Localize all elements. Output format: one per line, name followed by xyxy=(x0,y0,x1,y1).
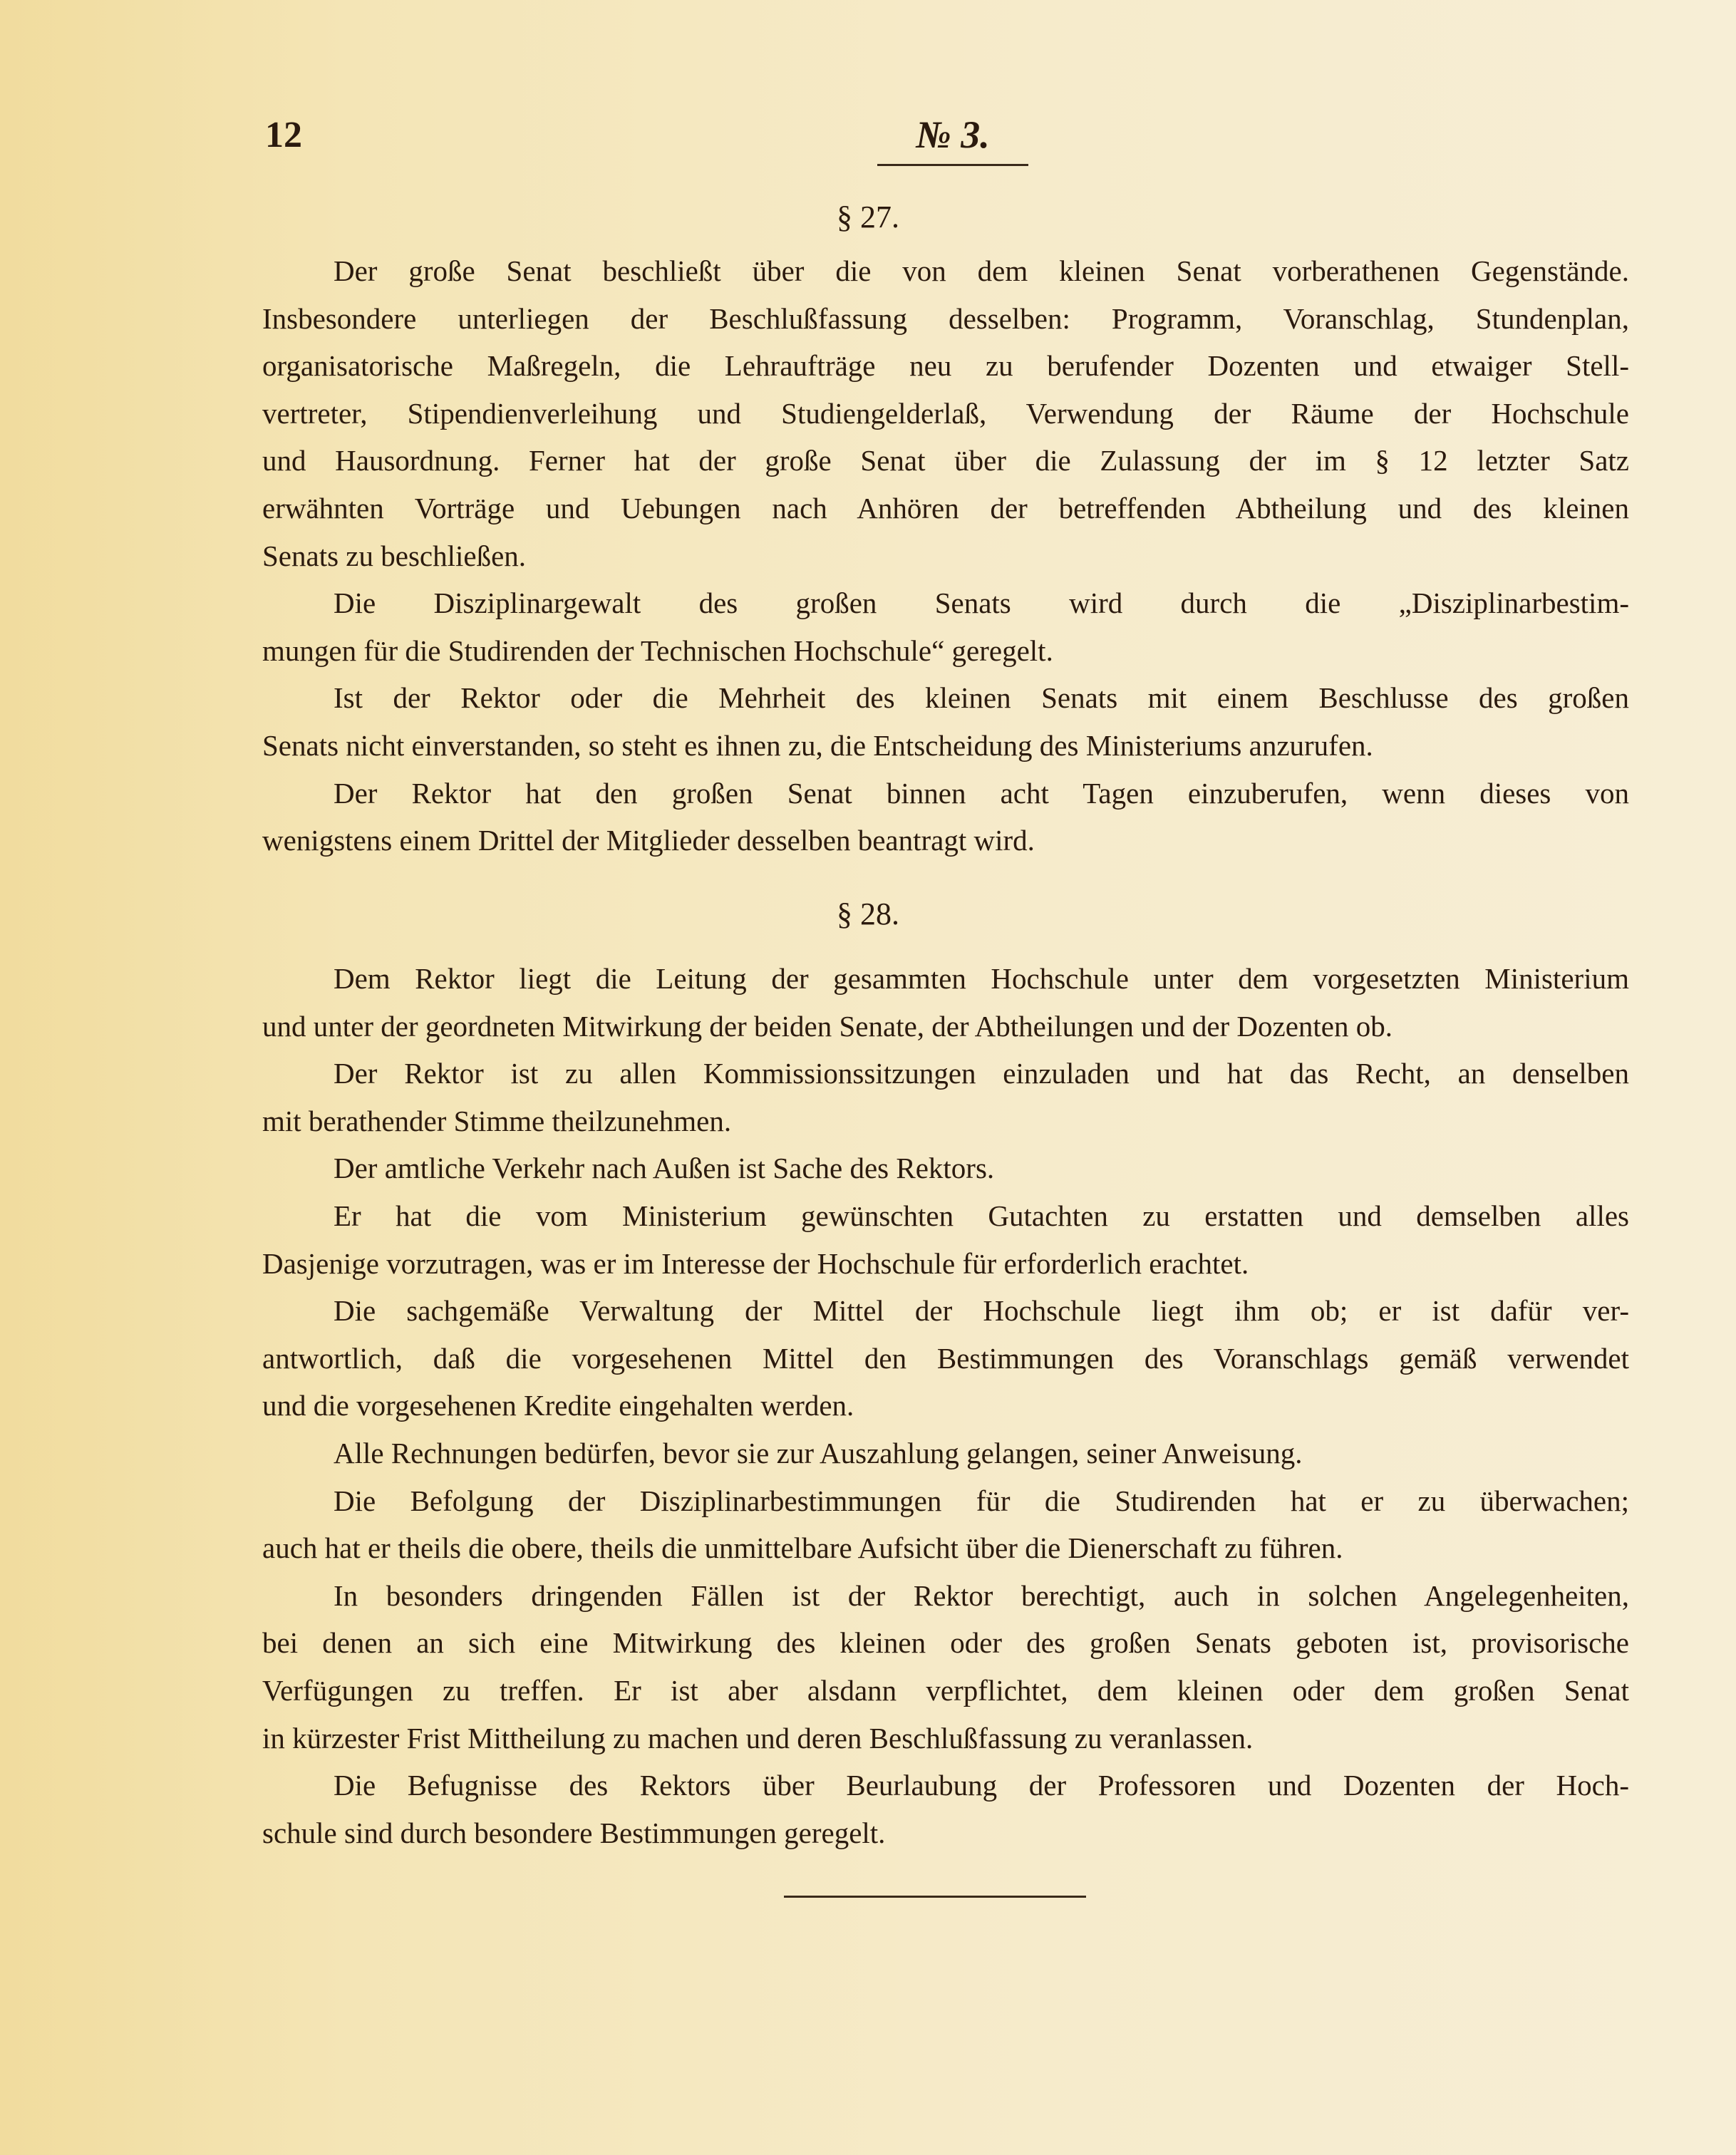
issue-number: № 3. xyxy=(916,113,990,156)
text-line: Die Befolgung der Disziplinarbestimmungen für die Studirenden hat er zu überwachen; xyxy=(334,1484,1629,1517)
paragraph xyxy=(262,1287,1629,1430)
text-line: erwähnten Vorträge und Uebungen nach Anhören der betreffenden Abtheilung und des kleinen xyxy=(262,491,1629,524)
text-line: Der große Senat beschließt über die von dem kleinen Senat vorberathenen Gegenstände. xyxy=(334,254,1629,287)
text-line: Verfügungen zu treffen. Er ist aber alsdann verpflichtet, dem kleinen oder dem großen Senat xyxy=(262,1673,1629,1707)
text-line: mit berathender Stimme theilzunehmen. xyxy=(262,1104,732,1137)
text-line: in kürzester Frist Mittheilung zu machen und deren Beschlußfassung zu veranlassen. xyxy=(262,1721,1254,1755)
text-line: organisatorische Maßregeln, die Lehraufträge neu zu berufender Dozenten und etwaiger Stell- xyxy=(262,349,1629,383)
page-number: 12 xyxy=(265,115,302,155)
paragraph xyxy=(262,579,1629,674)
paragraph xyxy=(262,1762,1629,1856)
text-line: Dasjenige vorzutragen, was er im Interesse der Hochschule für erforderlich erachtet. xyxy=(262,1246,1249,1280)
section-heading-27: § 27. xyxy=(837,200,899,234)
paragraph xyxy=(262,1192,1629,1287)
paragraph xyxy=(262,674,1629,769)
text-line: Der amtliche Verkehr nach Außen ist Sache des Rektors. xyxy=(334,1152,995,1185)
paragraph xyxy=(262,955,1629,1050)
text-line: schule sind durch besondere Bestimmungen geregelt. xyxy=(262,1816,886,1849)
end-rule xyxy=(784,1896,1086,1898)
text-line: Er hat die vom Ministerium gewünschten Gutachten zu erstatten und demselben alles xyxy=(334,1199,1629,1232)
text-line: wenigstens einem Drittel der Mitglieder desselben beantragt wird. xyxy=(262,824,1035,857)
text-line: Alle Rechnungen bedürfen, bevor sie zur Auszahlung gelangen, seiner Anweisung. xyxy=(334,1436,1303,1469)
text-line: Senats zu beschließen. xyxy=(262,539,527,572)
text-line: auch hat er theils die obere, theils die unmittelbare Aufsicht über die Dienerschaft zu führen. xyxy=(262,1531,1343,1565)
text-line: bei denen an sich eine Mitwirkung des kleinen oder des großen Senats geboten ist, provisorische xyxy=(262,1626,1629,1660)
text-line: Die Befugnisse des Rektors über Beurlaubung der Professoren und Dozenten der Hoch- xyxy=(334,1769,1629,1802)
paragraph xyxy=(262,770,1629,864)
text-line: antwortlich, daß die vorgesehenen Mittel den Bestimmungen des Voranschlags gemäß verwendet xyxy=(262,1341,1629,1375)
text-line: Ist der Rektor oder die Mehrheit des kleinen Senats mit einem Beschlusse des großen xyxy=(334,681,1629,715)
text-line: mungen für die Studirenden der Technischen Hochschule“ geregelt. xyxy=(262,634,1053,667)
text-line: Die sachgemäße Verwaltung der Mittel der Hochschule liegt ihm ob; er ist dafür ver- xyxy=(334,1294,1629,1328)
text-line: und die vorgesehenen Kredite eingehalten werden. xyxy=(262,1389,854,1422)
text-line: und unter der geordneten Mitwirkung der beiden Senate, der Abtheilungen und der Dozenten ob. xyxy=(262,1009,1393,1043)
paragraph xyxy=(262,1144,1629,1192)
text-line: Der Rektor hat den großen Senat binnen acht Tagen einzuberufen, wenn dieses von xyxy=(334,776,1629,810)
text-line: Der Rektor ist zu allen Kommissionssitzungen einzuladen und hat das Recht, an denselben xyxy=(334,1057,1629,1090)
text-line: In besonders dringenden Fällen ist der Rektor berechtigt, auch in solchen Angelegenheiten, xyxy=(334,1578,1629,1612)
text-line: und Hausordnung. Ferner hat der große Senat über die Zulassung der im § 12 letzter Satz xyxy=(262,444,1629,477)
paragraph xyxy=(262,1050,1629,1144)
header-rule xyxy=(877,164,1028,166)
paragraph xyxy=(262,1572,1629,1762)
section-heading-28: § 28. xyxy=(837,896,899,931)
text-line: Senats nicht einverstanden, so steht es ihnen zu, die Entscheidung des Ministeriums anzurufen. xyxy=(262,728,1373,762)
paragraph xyxy=(262,247,1629,579)
section-27-body xyxy=(262,247,1629,864)
text-line: Insbesondere unterliegen der Beschlußfassung desselben: Programm, Voranschlag, Stundenplan, xyxy=(262,301,1629,335)
section-28-body xyxy=(262,955,1629,1856)
text-line: vertreter, Stipendienverleihung und Studiengelderlaß, Verwendung der Räume der Hochschule xyxy=(262,396,1629,430)
paragraph xyxy=(262,1430,1629,1477)
paragraph xyxy=(262,1477,1629,1572)
text-line: Dem Rektor liegt die Leitung der gesammten Hochschule unter dem vorgesetzten Ministerium xyxy=(334,962,1629,995)
text-line: Die Disziplinargewalt des großen Senats wird durch die „Disziplinarbestim- xyxy=(334,586,1629,620)
